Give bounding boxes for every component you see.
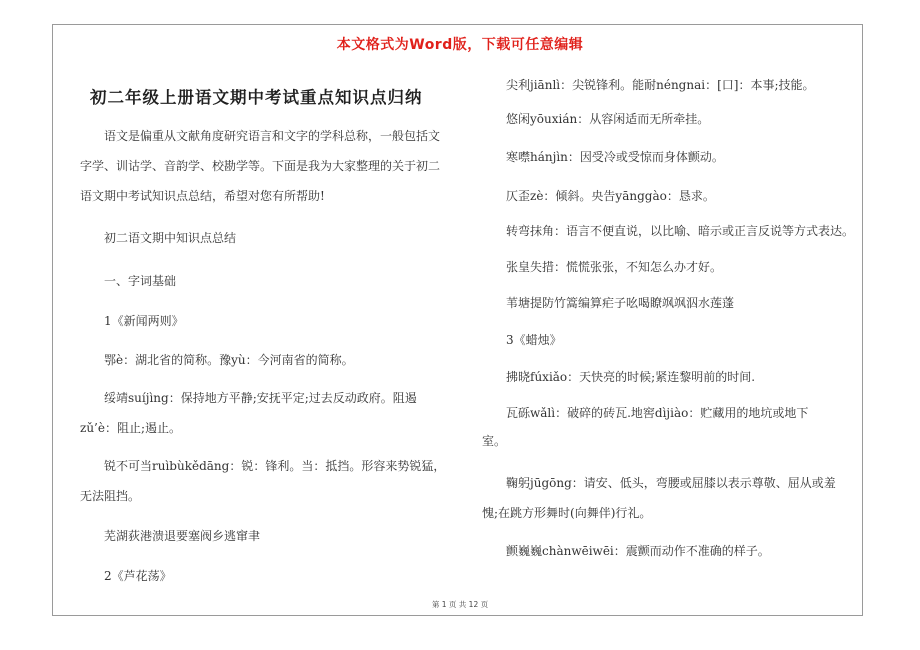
page-number-footer: 第 1 页 共 12 页 [431,600,489,609]
lesson-heading: 3《蜡烛》 [482,333,562,347]
paragraph-line: 尖利jiānlì：尖锐锋利。能耐néngnai：[口]：本事;技能。 [482,78,815,92]
paragraph-line: 芜湖荻港溃退要塞阀乡逃窜聿 [80,529,261,543]
paragraph-line: 颤巍巍chànwēiwēi：震颤而动作不准确的样子。 [482,544,770,558]
paragraph-line: 锐不可当ruìbùkědāng：锐：锋利。当：抵挡。形容来势锐猛， [80,459,446,473]
paragraph-line: 鞠躬jūgōng：请安、低头，弯腰或屈膝以表示尊敬、屈从或羞 [482,476,836,490]
document-title: 初二年级上册语文期中考试重点知识点归纳 [90,88,423,107]
paragraph-line: 苇塘提防竹篙编算疟子吆喝瞭飒飒泅水莲蓬 [482,296,735,310]
paragraph-line: 拂晓fúxiǎo：天快亮的时候;紧连黎明前的时间. [482,370,756,384]
paragraph-line: 张皇失措：慌慌张张，不知怎么办才好。 [482,260,723,274]
paragraph-line: 寒噤hánjìn：因受冷或受惊而身体颤动。 [482,150,724,164]
paragraph-line: 鄂è：湖北省的简称。豫yù：今河南省的简称。 [80,353,354,367]
paragraph-line: 室。 [482,434,507,448]
format-banner: 本文格式为Word版，下载可任意编辑 [336,37,584,53]
paragraph-line: 悠闲yōuxián：从容闲适而无所牵挂。 [482,112,710,126]
section-heading: 初二语文期中知识点总结 [80,231,237,245]
paragraph-line: zǔ’è：阻止;遏止。 [80,421,182,435]
paragraph-line: 瓦砾wǎlì：破碎的砖瓦.地窖dìjiào：贮藏用的地坑或地下 [482,406,809,420]
paragraph-line: 愧;在跳方形舞时(向舞伴)行礼。 [482,506,652,520]
lesson-heading: 1《新闻两则》 [80,314,184,328]
section-heading: 一、字词基础 [80,274,177,288]
paragraph-line: 无法阻挡。 [80,489,141,503]
lesson-heading: 2《芦花荡》 [80,569,172,583]
paragraph-line: 语文是偏重从文献角度研究语言和文字的学科总称，一般包括文 [80,129,441,143]
paragraph-line: 字学、训诂学、音韵学、校勘学等。下面是我为大家整理的关于初二 [80,159,441,173]
paragraph-line: 转弯抹角：语言不便直说，以比喻、暗示或正言反说等方式表达。 [482,224,855,238]
paragraph-line: 语文期中考试知识点总结，希望对您有所帮助! [80,189,325,203]
paragraph-line: 仄歪zè：倾斜。央告yānggào：恳求。 [482,189,715,203]
paragraph-line: 绥靖suíjìng：保持地方平静;安抚平定;过去反动政府。阻遏 [80,391,417,405]
